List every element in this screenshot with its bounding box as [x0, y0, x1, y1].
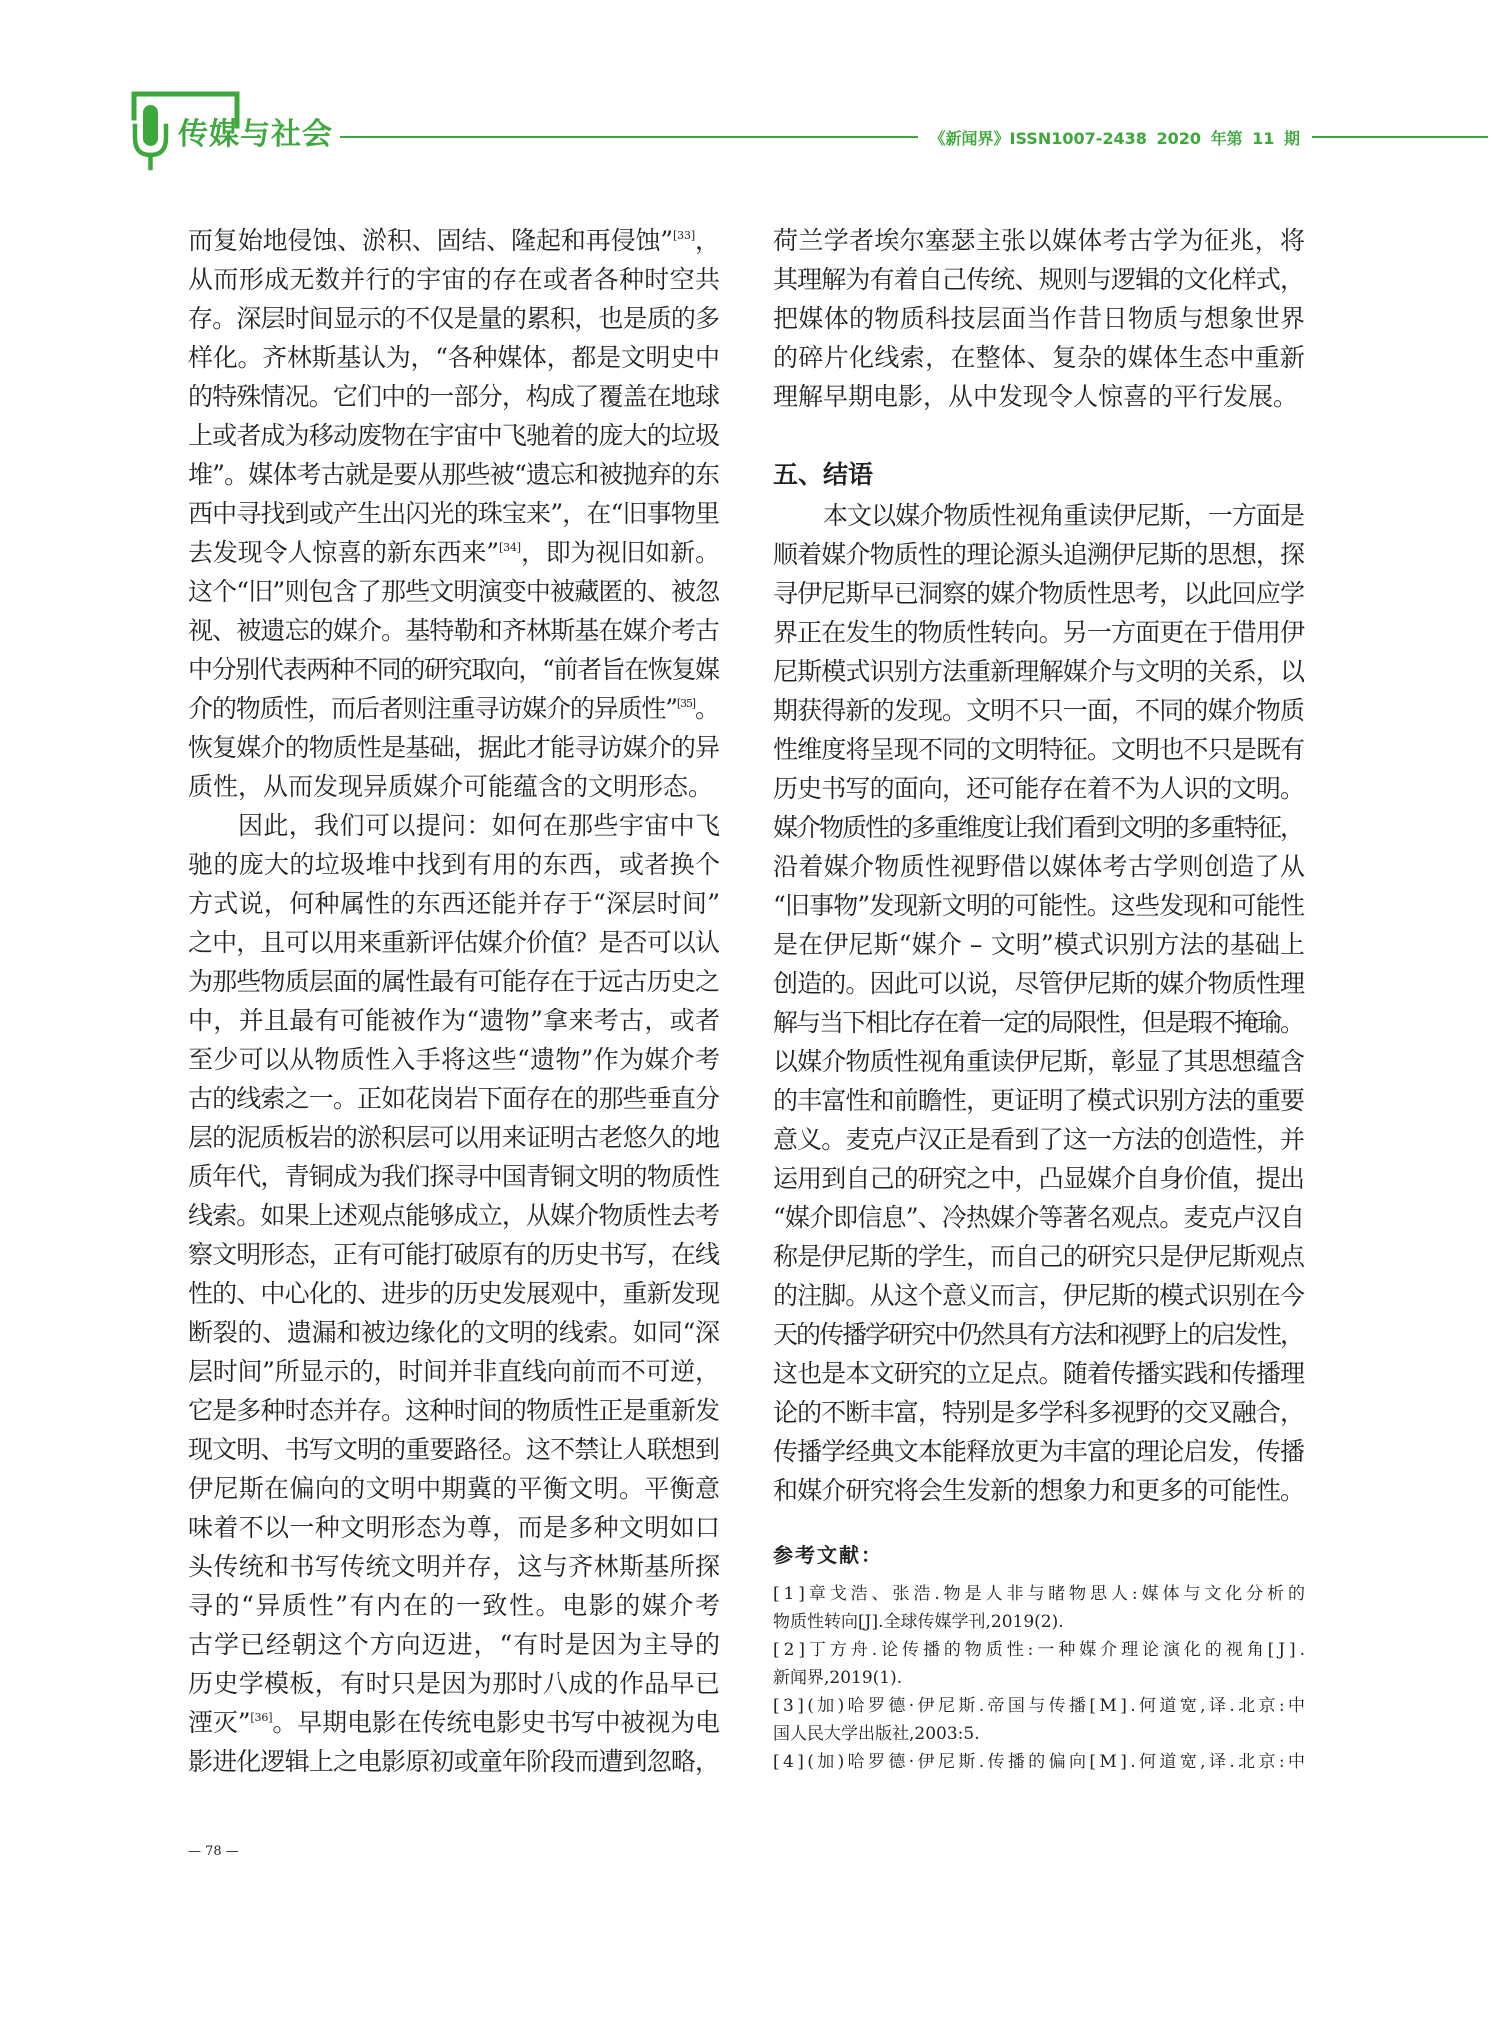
text-line: 本文以媒介物质性视角重读伊尼斯，一方面是	[823, 501, 1305, 530]
text-line: 性的、中心化的、进步的历史发展观中，重新发现	[188, 1279, 720, 1308]
text-line: 存。深层时间显示的不仅是量的累积，也是质的多	[188, 304, 720, 333]
text-line: 恢复媒介的物质性是基础，据此才能寻访媒介的异	[188, 733, 720, 762]
text-line: 意义。麦克卢汉正是看到了这一方法的创造性，并	[773, 1125, 1305, 1154]
text-line: 影进化逻辑上之电影原初或童年阶段而遭到忽略，	[188, 1747, 720, 1776]
text-line: [2]丁方舟.论传播的物质性:一种媒介理论演化的视角[J].	[773, 1640, 1309, 1660]
text-line: 层时间”所显示的，时间并非直线向前而不可逆，	[188, 1357, 720, 1386]
citation-marker: [36]	[250, 1711, 273, 1724]
text-line: 驰的庞大的垃圾堆中找到有用的东西，或者换个	[188, 850, 721, 879]
text-line: 和媒介研究将会生发新的想象力和更多的可能性。	[773, 1476, 1305, 1505]
text-line: 运用到自己的研究之中，凸显媒介自身价值，提出	[773, 1164, 1305, 1193]
text-line: 的丰富性和前瞻性，更证明了模式识别方法的重要	[773, 1086, 1305, 1115]
text-line: 断裂的、遗漏和被边缘化的文明的线索。如同“深	[188, 1318, 720, 1347]
text-line: 样化。齐林斯基认为，“各种媒体，都是文明史中	[188, 343, 720, 372]
text-line: 媒介物质性的多重维度让我们看到文明的多重特征，	[773, 813, 1304, 842]
text-line: 历史书写的面向，还可能存在着不为人识的文明。	[773, 774, 1305, 803]
text-line: 解与当下相比存在着一定的局限性，但是瑕不掩瑜。	[773, 1008, 1304, 1037]
text-line: 创造的。因此可以说，尽管伊尼斯的媒介物质性理	[773, 969, 1305, 998]
text-line: 寻伊尼斯早已洞察的媒介物质性思考，以此回应学	[773, 579, 1305, 608]
reference-item	[773, 1692, 1309, 1748]
text-line: 国人民大学出版社,2003:5.	[773, 1724, 980, 1744]
text-line: 的特殊情况。它们中的一部分，构成了覆盖在地球	[188, 382, 720, 411]
section-title: 传媒与社会	[178, 117, 333, 152]
text-line: 上或者成为移动废物在宇宙中飞驰着的庞大的垃圾	[188, 421, 720, 450]
text-line: 中分别代表两种不同的研究取向，“前者旨在恢复媒	[188, 655, 719, 684]
text-line: 把媒体的物质科技层面当作昔日物质与想象世界	[773, 304, 1306, 333]
body-paragraph	[188, 806, 720, 1781]
text-line: “媒介即信息”、冷热媒介等著名观点。麦克卢汉自	[773, 1203, 1305, 1232]
text-line: 中，并且最有可能被作为“遗物”拿来考古，或者	[188, 1006, 721, 1035]
text-line: 历史学模板，有时只是因为那时八成的作品早已	[188, 1669, 721, 1698]
text-line: 质年代，青铜成为我们探寻中国青铜文明的物质性	[188, 1162, 720, 1191]
text-line: 为那些物质层面的属性最有可能存在于远古历史之	[188, 967, 720, 996]
text-line: 质性，从而发现异质媒介可能蕴含的文明形态。	[188, 772, 714, 801]
reference-item	[773, 1748, 1309, 1776]
text-line: 尼斯模式识别方法重新理解媒介与文明的关系，以	[773, 657, 1305, 686]
body-paragraph	[188, 221, 720, 806]
text-line: 以媒介物质性视角重读伊尼斯，彰显了其思想蕴含	[773, 1047, 1305, 1076]
text-line: 从而形成无数并行的宇宙的存在或者各种时空共	[188, 265, 721, 294]
text-line: 论的不断丰富，特别是多学科多视野的交叉融合，	[773, 1398, 1305, 1427]
text-line: 物质性转向[J].全球传媒学刊,2019(2).	[773, 1612, 1064, 1632]
reference-item	[773, 1636, 1309, 1692]
text-line: 介的物质性，而后者则注重寻访媒介的异质性”[35]。	[188, 694, 719, 723]
text-line: 堆”。媒体考古就是要从那些被“遗忘和被抛弃的东	[188, 460, 720, 489]
citation-marker: [33]	[672, 229, 695, 242]
text-line: 视、被遗忘的媒介。基特勒和齐林斯基在媒介考古	[188, 616, 720, 645]
text-line: 的碎片化线索，在整体、复杂的媒体生态中重新	[773, 343, 1306, 372]
journal-info: 《新闻界》ISSN1007-2438 2020 年第 11 期	[929, 128, 1300, 148]
text-line: 这个“旧”则包含了那些文明演变中被藏匿的、被忽	[188, 577, 720, 606]
text-line: 去发现令人惊喜的新东西来”[34]，即为视旧如新。	[188, 538, 720, 567]
text-line: [3](加)哈罗德·伊尼斯.帝国与传播[M].何道宽,译.北京:中	[773, 1696, 1309, 1716]
text-line: 其理解为有着自己传统、规则与逻辑的文化样式，	[773, 265, 1305, 294]
text-line: 理解早期电影，从中发现令人惊喜的平行发展。	[773, 382, 1299, 411]
text-line: 顺着媒介物质性的理论源头追溯伊尼斯的思想，探	[773, 540, 1305, 569]
text-line: 荷兰学者埃尔塞瑟主张以媒体考古学为征兆，将	[773, 226, 1306, 255]
text-line: 界正在发生的物质性转向。另一方面更在于借用伊	[773, 618, 1305, 647]
text-line: 新闻界,2019(1).	[773, 1668, 903, 1688]
text-line: 现文明、书写文明的重要路径。这不禁让人联想到	[188, 1435, 720, 1464]
text-line: 它是多种时态并存。这种时间的物质性正是重新发	[188, 1396, 720, 1425]
reference-item	[773, 1580, 1309, 1636]
text-line: 称是伊尼斯的学生，而自己的研究只是伊尼斯观点	[773, 1242, 1305, 1271]
text-line: 层的泥质板岩的淤积层可以用来证明古老悠久的地	[188, 1123, 720, 1152]
references-list	[773, 1580, 1309, 1776]
text-line: 这也是本文研究的立足点。随着传播实践和传播理	[773, 1359, 1305, 1388]
text-line: [1]章戈浩、张浩.物是人非与睹物思人:媒体与文化分析的	[773, 1584, 1309, 1604]
conclusion-paragraph	[773, 496, 1305, 1510]
text-line: 线索。如果上述观点能够成立，从媒介物质性去考	[188, 1201, 720, 1230]
citation-marker: [35]	[676, 697, 695, 710]
references-heading: 参考文献：	[773, 1543, 883, 1567]
text-line: 天的传播学研究中仍然具有方法和视野上的启发性，	[773, 1320, 1304, 1349]
header-rule-right	[1312, 136, 1488, 138]
text-line: “旧事物”发现新文明的可能性。这些发现和可能性	[773, 891, 1305, 920]
left-column	[188, 221, 720, 1781]
text-line: 伊尼斯在偏向的文明中期冀的平衡文明。平衡意	[188, 1474, 721, 1503]
text-line: 性维度将呈现不同的文明特征。文明也不只是既有	[773, 735, 1305, 764]
text-line: 湮灭”[36]。早期电影在传统电影史书写中被视为电	[188, 1708, 720, 1737]
text-line: 方式说，何种属性的东西还能并存于“深层时间”	[188, 889, 721, 918]
text-line: [4](加)哈罗德·伊尼斯.传播的偏向[M].何道宽,译.北京:中	[773, 1752, 1309, 1772]
text-line: 传播学经典文本能释放更为丰富的理论启发，传播	[773, 1437, 1305, 1466]
text-line: 之中，且可以用来重新评估媒介价值？是否可以认	[188, 928, 720, 957]
text-line: 古学已经朝这个方向迈进，“有时是因为主导的	[188, 1630, 721, 1659]
body-paragraph	[773, 221, 1305, 416]
text-line: 味着不以一种文明形态为尊，而是多种文明如口	[188, 1513, 721, 1542]
page-number: — 78 —	[188, 1844, 239, 1859]
citation-marker: [34]	[498, 541, 521, 554]
text-line: 沿着媒介物质性视野借以媒体考古学则创造了从	[773, 852, 1306, 881]
text-line: 期获得新的发现。文明不只一面，不同的媒介物质	[773, 696, 1305, 725]
header-rule-left	[340, 136, 918, 138]
text-line: 至少可以从物质性入手将这些“遗物”作为媒介考	[188, 1045, 721, 1074]
text-line: 寻的“异质性”有内在的一致性。电影的媒介考	[188, 1591, 722, 1620]
text-line: 西中寻找到或产生出闪光的珠宝来”，在“旧事物里	[188, 499, 720, 528]
text-line: 而复始地侵蚀、淤积、固结、隆起和再侵蚀”[33]，	[188, 226, 720, 255]
text-line: 古的线索之一。正如花岗岩下面存在的那些垂直分	[188, 1084, 720, 1113]
text-line: 察文明形态，正有可能打破原有的历史书写，在线	[188, 1240, 720, 1269]
text-line: 的注脚。从这个意义而言，伊尼斯的模式识别在今	[773, 1281, 1305, 1310]
text-line: 是在伊尼斯“媒介 – 文明”模式识别方法的基础上	[773, 930, 1306, 959]
section-heading: 五、结语	[773, 460, 874, 489]
microphone-head	[143, 105, 158, 146]
text-line: 头传统和书写传统文明并存，这与齐林斯基所探	[188, 1552, 721, 1581]
text-line: 因此，我们可以提问：如何在那些宇宙中飞	[238, 811, 721, 840]
header-bar	[340, 124, 1488, 150]
